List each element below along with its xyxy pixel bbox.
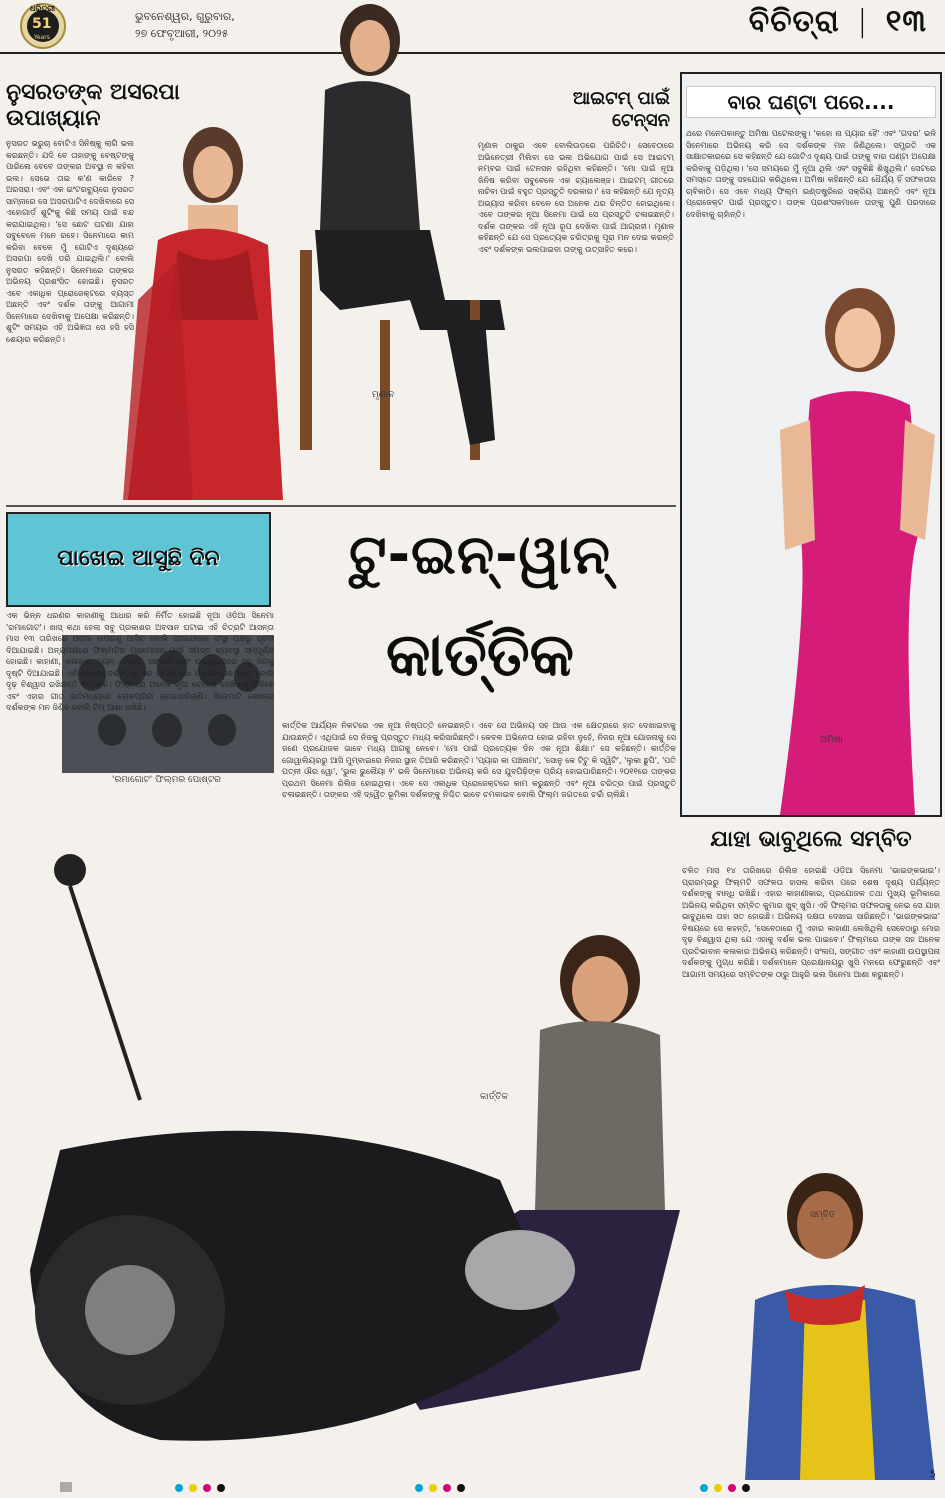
footer-color-marks-3 [700,1484,750,1492]
magenta-dot [203,1484,211,1492]
sambit-caption: ସମ୍ବିତ [810,1210,836,1220]
logo-text: ଧରିତ୍ରୀ [30,4,55,13]
page-marker: 5 [930,1470,936,1480]
story2-body: ମୃଣାଳ ଠାକୁର ଏବେ ବୋଲିଉଡ଼ରେ ପରିଚିତି। ସେବେଠାରେ ଅଭିନେତ୍ରୀ ମିଲିବା ସେ ଭଲ ଅଭିଯୋଗ ପାଇଁ ସେ ଆଇଟମ୍ ନମ୍ବର ପାଇଁ ଟେନସନ ରହିଥିବା କହିଛନ୍ତି। 'ମୋ ପାଇଁ ନୂଆ ଜିନିଷ କରିବା ସବୁବେଳେ ଏକ ଚ୍ୟାଲେଞ୍ଜ। ଆଇଟମ୍ ଗୀତରେ ନାଚିବା ପାଇଁ ବହୁତ ପ୍ରସ୍ତୁତି ଦରକାର।' ସେ କହିଛନ୍ତି ଯେ ନୃତ୍ୟ ଅଭ୍ୟାସ କରିବା ବେଳେ ସେ ଅନେକ ଥର ଚିନ୍ତିତ ହୋଇଥିଲେ। ଏବେ ତାଙ୍କର ନୂଆ ସିନେମା ପାଇଁ ସେ ପ୍ରସ୍ତୁତି ଚଳାଇଛନ୍ତି। ଦର୍ଶକ ତାଙ୍କର ଏହି ନୂଆ ରୂପ ଦେଖିବା ପାଇଁ ଆଗ୍ରହୀ। ମୃଣାଳ କହିଛନ୍ତି ଯେ ସେ ପ୍ରତ୍ୟେକ ଚରିତ୍ରକୁ ପୂରା ମନ ଦେଇ କରନ୍ତି ଏବଂ ଦର୍ଶକଙ୍କ ଭଲପାଇବା ତାଙ୍କୁ ଉତ୍ସାହିତ କରେ। [478,141,674,254]
story1-body: ନୁସରତ ଭରୁଚା ବୋଟିଏ ସିନିଷ୍କୁ ଲାଗି ଭଲ କରଛନ୍ତି। ଯଦି ବେ ତାହାଙ୍କୁ ବେଷ୍ଟଙ୍କୁ ପାରିଲେ ବେବେ ତାଙ୍କର ଅବସ୍ଥା ନ କହିବା ଭଲ। ସେଭେ ତାଇ କ'ଣ କାରିବେ ? ଅରସରା। ଏବଂ ଏକ ଇଂଟରବ୍ୟୁରେ ନୁସରତ ସାମ୍‌ନାରେ ସେ ଅସରପାଟିଏ ଦେଖିବାରେ ସେ ଏହୋଗାର୍ଡ଼ ଶୁଟିଂକୁ କିଛି ସମୟ ପାଇଁ ବନ୍ଦ କରାଯାଇଥିଲା। 'ସେ ଛୋଟ ଘଟଣା ଯାହା ସବୁବେଳେ ମନେ ରହେ। ସିନେମାରେ କାମ କରିବା ବେଳେ ମୁଁ ଗୋଟିଏ ଦୃଶ୍ୟରେ ଅସରପା ଦେଖି ଡରି ଯାଇଥିଲି।' ବୋଲି ନୁସରତ କହିଛନ୍ତି। ସିନେମାରେ ତାଙ୍କର ଅଭିନୟ ପ୍ରଶଂସିତ ହୋଇଛି। ନୁସରତ ଏବେ ଏକାଧିକ ପ୍ରୋଜେକ୍ଟରେ ବ୍ୟସ୍ତ ଅଛନ୍ତି ଏବଂ ଦର୍ଶକ ତାଙ୍କୁ ଆଗାମୀ ସିନେମାରେ ଦେଖିବାକୁ ଅପେକ୍ଷା କରିଛନ୍ତି। ଶୁଟିଂ ସମୟର ଏହି ଅଭିଜ୍ଞତା ସେ ହସି ହସି ଶେୟାର କରିଛନ୍ତି। [6,139,134,344]
nusrat-photo [118,120,283,500]
magenta-dot [443,1484,451,1492]
masthead-logo [8,2,78,50]
story2-headline [540,88,670,132]
dateline [135,8,235,42]
yellow-dot [429,1484,437,1492]
story3-body-top: ଥରେ ମନେପକାନ୍ତୁ ଅମିଷା ପଟେଲଙ୍କୁ। 'କହୋ ନା ପ୍ୟାର ହୈ' ଏବଂ 'ଗଦର' ଭଳି ସିନେମାରେ ଅଭିନୟ କରି ସେ ଦର୍ଶକଙ୍କ ମନ ଜିଣିଥିଲେ। ସମ୍ପ୍ରତି ଏକ ସାକ୍ଷାତକାରରେ ସେ କହିଛନ୍ତି ଯେ ଗୋଟିଏ ଦୃଶ୍ୟ ପାଇଁ ତାଙ୍କୁ ବାର ଘଣ୍ଟା ଅପେକ୍ଷା କରିବାକୁ ପଡ଼ିଥିଲା। 'ସେ ସମୟରେ ମୁଁ ନୂଆ ଥିଲି ଏବଂ ସବୁକିଛି ଶିଖୁଥିଲି।' ସେଟରେ ସମସ୍ତେ ତାଙ୍କୁ ସହଯୋଗ କରିଥିଲେ। ଅମିଷା କହିଛନ୍ତି ଯେ ଧୈର୍ଯ୍ୟ ହିଁ ସଫଳତାର ଚାବିକାଠି। ସେ ଏବେ ମଧ୍ୟ ଫିଲ୍ମ ଇଣ୍ଡଷ୍ଟ୍ରିରେ ସକ୍ରିୟ ଅଛନ୍ତି ଏବଂ ନୂଆ ପ୍ରୋଜେକ୍ଟ ପାଇଁ ପ୍ରସ୍ତୁତ। ତାଙ୍କ ପ୍ରଶଂସକମାନେ ତାଙ୍କୁ ପୁଣି ପରଦାରେ ଦେଖିବାକୁ ଚାହାଁନ୍ତି। [686,129,936,219]
story6-headline [682,822,940,858]
footer-reg-marks-left [60,1482,72,1492]
section-divider: | [857,4,869,39]
story1-title-line2: ଉପାଖ୍ୟାନ [6,106,101,131]
story5-title-line2: କାର୍ତ୍ତିକ [386,620,574,690]
black-dot [457,1484,465,1492]
row-separator [6,505,676,507]
cyan-dot [415,1484,423,1492]
story6-body: ଚଳିତ ମାସ ୧୪ ତାରିଖରେ ରିଲିଜ ହୋଇଛି ଓଡ଼ିଆ ସିନେମା 'ଭାଇଙ୍କଭାଇ'। ପ୍ରାରମ୍ଭରୁ ଫିଲ୍ମଟି ସଫଳତା ହାସଲ କରିବା ପରେ ଶେଷ ଦୃଶ୍ୟ ପର୍ଯ୍ୟନ୍ତ ଦର୍ଶକଙ୍କୁ ବାନ୍ଧି ରଖିଛି। ଏହାର କାହାଣୀକାର, ପ୍ରଯୋଜକ ତଥା ମୁଖ୍ୟ ଭୂମିକାରେ ଅଭିନୟ କରିଥିବା ସମ୍ବିତ କୁମାର ଖୁବ୍ ଖୁସି। ଏହି ଫିଲ୍ମର ସଫଳତାକୁ ନେଇ ସେ ଯାହା ଭାବୁଥିଲେ ତାହା ସତ ହୋଇଛି। ଅଭିନୟ ଦକ୍ଷତା ଦେଖାଇ ସାରିଛନ୍ତି। 'ଭାଇଙ୍କଭାଇ' ବିଷୟରେ ସେ କହନ୍ତି, 'ସେବେଠାରେ ମୁଁ ଏହାର କାହାଣୀ ଲେଖିଥିଲି ସେବେଠାରୁ ମୋର ଦୃଢ଼ ବିଶ୍ୱାସ ଥିଲା ଯେ ଏହାକୁ ଦର୍ଶକ ଭଲ ପାଇବେ।' ଫିଲ୍ମରେ ତାଙ୍କ ସହ ଅନେକ ପ୍ରତିଭାବାନ କଳାକାର ଅଭିନୟ କରିଛନ୍ତି। ସଂଳାପ, ସଙ୍ଗୀତ ଏବଂ କାହାଣୀ ଉପସ୍ଥାପନା ଦର୍ଶକଙ୍କୁ ମୁଗ୍ଧ କରିଛି। ଦର୍ଶକମାନେ ପ୍ରେକ୍ଷାଳୟରୁ ଖୁସି ମନରେ ଫେରୁଛନ୍ତି ଏବଂ ଆଗାମୀ ସମୟରେ ସମ୍ବିତଙ୍କ ଠାରୁ ଆହୁରି ଭଲ ସିନେମା ଆଶା କରୁଛନ୍ତି। [682,866,940,979]
story1-title-line1: ନୁସରତଙ୍କ ଅସରପା [6,80,180,105]
story2-title-line2: ଟେନ୍‌ସନ [611,110,670,131]
date: ୨୭ ଫେବୃଆରୀ, ୨୦୨୫ [135,27,229,40]
yellow-dot [714,1484,722,1492]
mrunal-caption: ମୃଣାଳ [372,390,395,400]
footer-color-marks-2 [415,1484,465,1492]
story3-title: ବାର ଘଣ୍ଟା ପରେ.... [727,90,895,114]
yellow-dot [189,1484,197,1492]
ramagot-caption: 'ରମାଗୋଟ' ଫିଲ୍ମର ପୋଷ୍ଟର [112,775,222,785]
story2-title-line1: ଆଇଟମ୍ ପାଇଁ [572,88,670,109]
story4-headline-box [6,512,271,607]
story3-headline [686,86,936,118]
logo-sub: Years [34,34,50,41]
logo-years: 51 [32,16,52,32]
kartik-caption: କାର୍ତ୍ତିକ [480,1092,509,1102]
black-dot [742,1484,750,1492]
gray-square [60,1482,72,1492]
story5-body: କାର୍ତ୍ତିକ ଆର୍ଯ୍ୟନ ନିକଟରେ ଏକ ନୂଆ ନିଷ୍ପତ୍ତି ନେଇଛନ୍ତି। ଏବେ ସେ ଅଭିନୟ ସହ ଆଉ ଏକ କ୍ଷେତ୍ରରେ ହାତ ଦେଖାଇବାକୁ ଯାଉଛନ୍ତି। ଏଥିପାଇଁ ସେ ନିଜକୁ ପ୍ରସ୍ତୁତ ମଧ୍ୟ କରିସାରିଛନ୍ତି। କେବଳ ଅଭିନେତା ହୋଇ ରହିବା ନୁହେଁ, ନିଜର ନୂଆ ଯୋଜନାକୁ ସେ ଜଣେ ପ୍ରଯୋଜକ ଭାବେ ମଧ୍ୟ ଆଗକୁ ନେବେ। 'ମୋ ପାଇଁ ପ୍ରତ୍ୟେକ ଦିନ ଏକ ନୂଆ ଶିକ୍ଷା।' ସେ କହିଛନ୍ତି। କାର୍ତ୍ତିକ ଗୋୱାଲିୟରରୁ ଆସି ମୁମ୍ବାଇରେ ନିଜର ସ୍ଥାନ ତିଆରି କରିଛନ୍ତି। 'ପ୍ୟାର କା ପଞ୍ଚନାମା', 'ସୋନୁ କେ ଟିଟୁ କି ସ୍ୱିଟି', 'ଲୁକା ଛୁପି', 'ପତି ପତ୍ନୀ ଔର ୱୋ', 'ଭୁଲ ଭୁଲୈୟା ୨' ଭଳି ସିନେମାରେ ଅଭିନୟ କରି ସେ ଯୁବପିଢ଼ିଙ୍କ ପ୍ରିୟ ହୋଇପାରିଛନ୍ତି। ୨୦୧୧ରେ ତାଙ୍କର ପ୍ରଥମ ସିନେମା ରିଲିଜ ହୋଇଥିଲା। ଏବେ ସେ ଏକାଧିକ ପ୍ରୋଜେକ୍ଟରେ କାମ କରୁଛନ୍ତି ଏବଂ ନୂଆ ଚରିତ୍ର ପାଇଁ ପ୍ରସ୍ତୁତି ଚଳାଇଛନ୍ତି। ତାଙ୍କର ଏହି ଦ୍ୱୈତ ଭୂମିକା ଦର୍ଶକଙ୍କୁ ନିଶ୍ଚିତ ଭାବେ ଚମକାଇବ ବୋଲି ଫିଲ୍ମ ଜଗତରେ ଚର୍ଚ୍ଚା ଚାଲିଛି। [282,721,676,799]
footer-color-marks-1 [175,1484,225,1492]
section-name: ବିଚିତ୍ରା [748,4,840,39]
magenta-dot [728,1484,736,1492]
story4-title: ପାଖେଇ ଆସୁଛି ଦିନ [57,546,220,571]
ameesha-caption: ଅମିଷା [820,735,843,745]
black-dot [217,1484,225,1492]
cyan-dot [700,1484,708,1492]
kartik-photo [0,850,760,1490]
page-number: ୧୩ [885,4,927,39]
section-header [749,4,927,39]
story5-title-line1: ଟୁ-ଇନ୍-ୱାନ୍ [349,523,611,586]
sambit-photo [745,1160,935,1480]
story6-title: ଯାହା ଭାବୁଥିଲେ ସମ୍ବିତ [710,827,912,852]
story4-body: ଏକ ଭିନ୍ନ ଧରଣର କାହାଣୀକୁ ଆଧାର କରି ନିର୍ମିତ ହୋଇଛି ନୂଆ ଓଡ଼ିଆ ସିନେମା 'ରମାଗୋଟ'। ଖାସ୍ କଥା ହେଲା ସବୁ ପ୍ରକାଶର ଅବସାନ ଘଟାଇ ଏହି ଚିତ୍ରଟି ଆସନ୍ତା ମାସ ୧୩ ତାରିଖରେ ପରଦା ଉପରକୁ ଆସିବ ବୋଲି ପ୍ରଯୋଜନା ସଂସ୍ଥା ପକ୍ଷରୁ ସୂଚନା ଦିଆଯାଇଛି। ଅନ୍ୟପକ୍ଷରେ ଫିଲ୍ମଟିର ପ୍ରମୋସନ ପାଇଁ ସମସ୍ତ ବ୍ୟବସ୍ଥା ସମ୍ପୂର୍ଣ୍ଣ ହୋଇଛି। କାହାଣୀ, କଳାକାର ଚୟନ, ସଂଳାପ, ସଙ୍ଗୀତ ଏବଂ ଉପସ୍ଥାପନାରେ ସବୁ ଦିଗକୁ ଦୃଷ୍ଟି ଦିଆଯାଇଛି। ଏହି ସିନେମା ଦର୍ଶକଙ୍କୁ ଏକ ପ୍ରତିଶୋଧ ମନୋରଞ୍ଜନ ଦେବ ବୋଲି ଦୃଢ଼ ବିଶ୍ୱାସ ରଖିଛନ୍ତି ନିର୍ଦ୍ଦେଶକ। ଫିଲ୍ମରେ ଅନେକ ନୂଆ ଚେହେରା ଦେଖିବାକୁ ମିଳିବେ ଏବଂ ଏହାର ଗୀତ ଇତିମଧ୍ୟରେ ଲୋକପ୍ରିୟ ହୋଇସାରିଲାଣି। ସିନେମାଟି ଶେଷରେ ଦର୍ଶକଙ୍କ ମନ ଜିଣିବ ବୋଲି ଟିମ୍ ଆଶା ରଖିଛି। [6,611,274,712]
city-day: ଭୁବନେଶ୍ୱର, ଗୁରୁବାର, [135,10,235,23]
cyan-dot [175,1484,183,1492]
